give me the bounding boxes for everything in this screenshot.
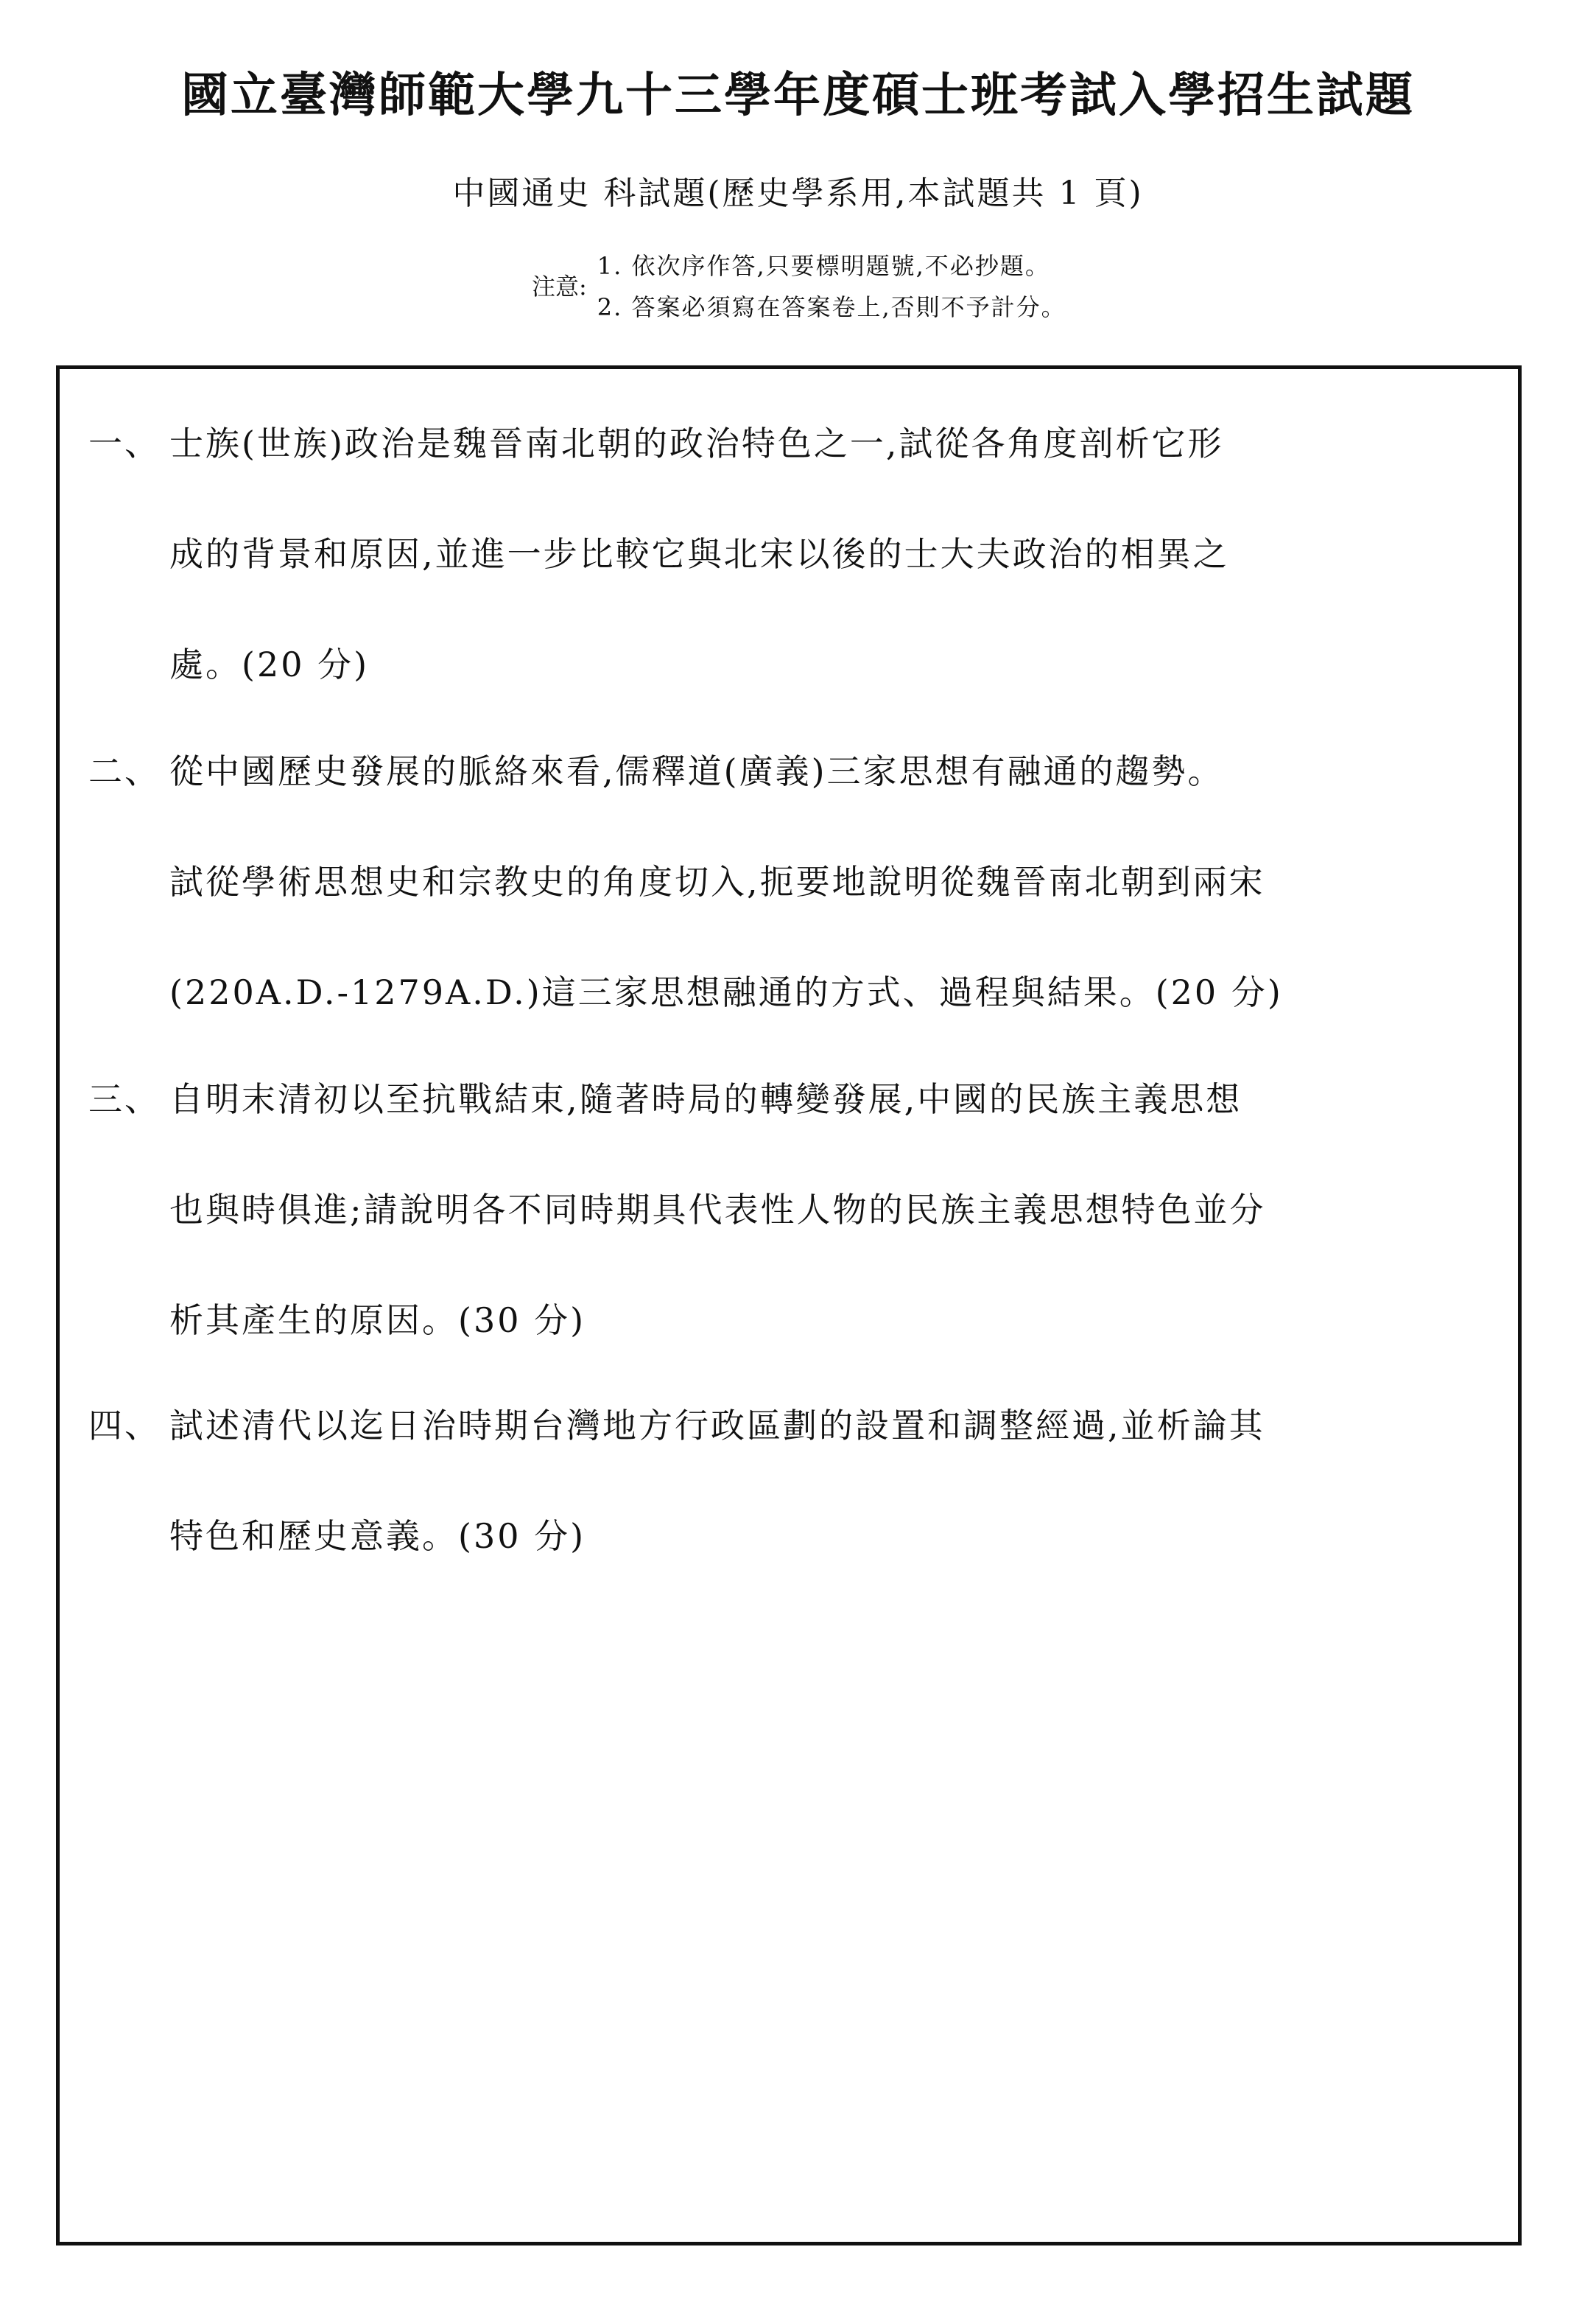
question-line: 特色和歷史意義。(30 分)	[169, 1516, 586, 1556]
exam-title: 國立臺灣師範大學九十三學年度碩士班考試入學招生試題	[181, 68, 1415, 123]
notice-block	[532, 248, 1066, 323]
notice-list	[597, 248, 1066, 323]
question-line: 析其產生的原因。(30 分)	[169, 1300, 586, 1340]
question-text: 從中國歷史發展的脈絡來看,儒釋道(廣義)三家思想有融通的趨勢。	[169, 751, 1224, 791]
question-line	[88, 716, 1502, 827]
question-line: (220A.D.-1279A.D.)這三家思想融通的方式、過程與結果。(20 分)	[169, 972, 1283, 1012]
question-text: 士族(世族)政治是魏晉南北朝的政治特色之一,試從各角度剖析它形	[169, 424, 1224, 463]
question-text: 自明末清初以至抗戰結束,隨著時局的轉變發展,中國的民族主義思想	[169, 1079, 1242, 1119]
question-3	[88, 1044, 1502, 1375]
question-number: 二、	[88, 751, 161, 791]
question-4	[88, 1370, 1502, 1591]
question-line: 也與時俱進;請說明各不同時期具代表性人物的民族主義思想特色並分	[169, 1190, 1266, 1230]
notice-item: 2. 答案必須寫在答案卷上,否則不予計分。	[597, 293, 1066, 321]
question-text: 試述清代以迄日治時期台灣地方行政區劃的設置和調整經過,並析論其	[169, 1406, 1265, 1445]
question-number: 三、	[88, 1079, 161, 1119]
question-line: 試從學術思想史和宗教史的角度切入,扼要地說明從魏晉南北朝到兩宋	[169, 862, 1265, 902]
question-1	[88, 388, 1502, 720]
question-number: 一、	[88, 424, 161, 463]
question-line	[88, 388, 1502, 499]
notice-label: 注意:	[532, 273, 587, 301]
question-line: 處。(20 分)	[169, 645, 370, 684]
question-line	[88, 1370, 1502, 1481]
question-line	[88, 1044, 1502, 1154]
notice-item: 1. 依次序作答,只要標明題號,不必抄題。	[597, 252, 1050, 280]
question-line: 成的背景和原因,並進一步比較它與北宋以後的士大夫政治的相異之	[169, 534, 1229, 574]
exam-subtitle: 中國通史 科試題(歷史學系用,本試題共 1 頁)	[452, 175, 1144, 212]
question-number: 四、	[88, 1406, 161, 1445]
question-2	[88, 716, 1502, 1048]
